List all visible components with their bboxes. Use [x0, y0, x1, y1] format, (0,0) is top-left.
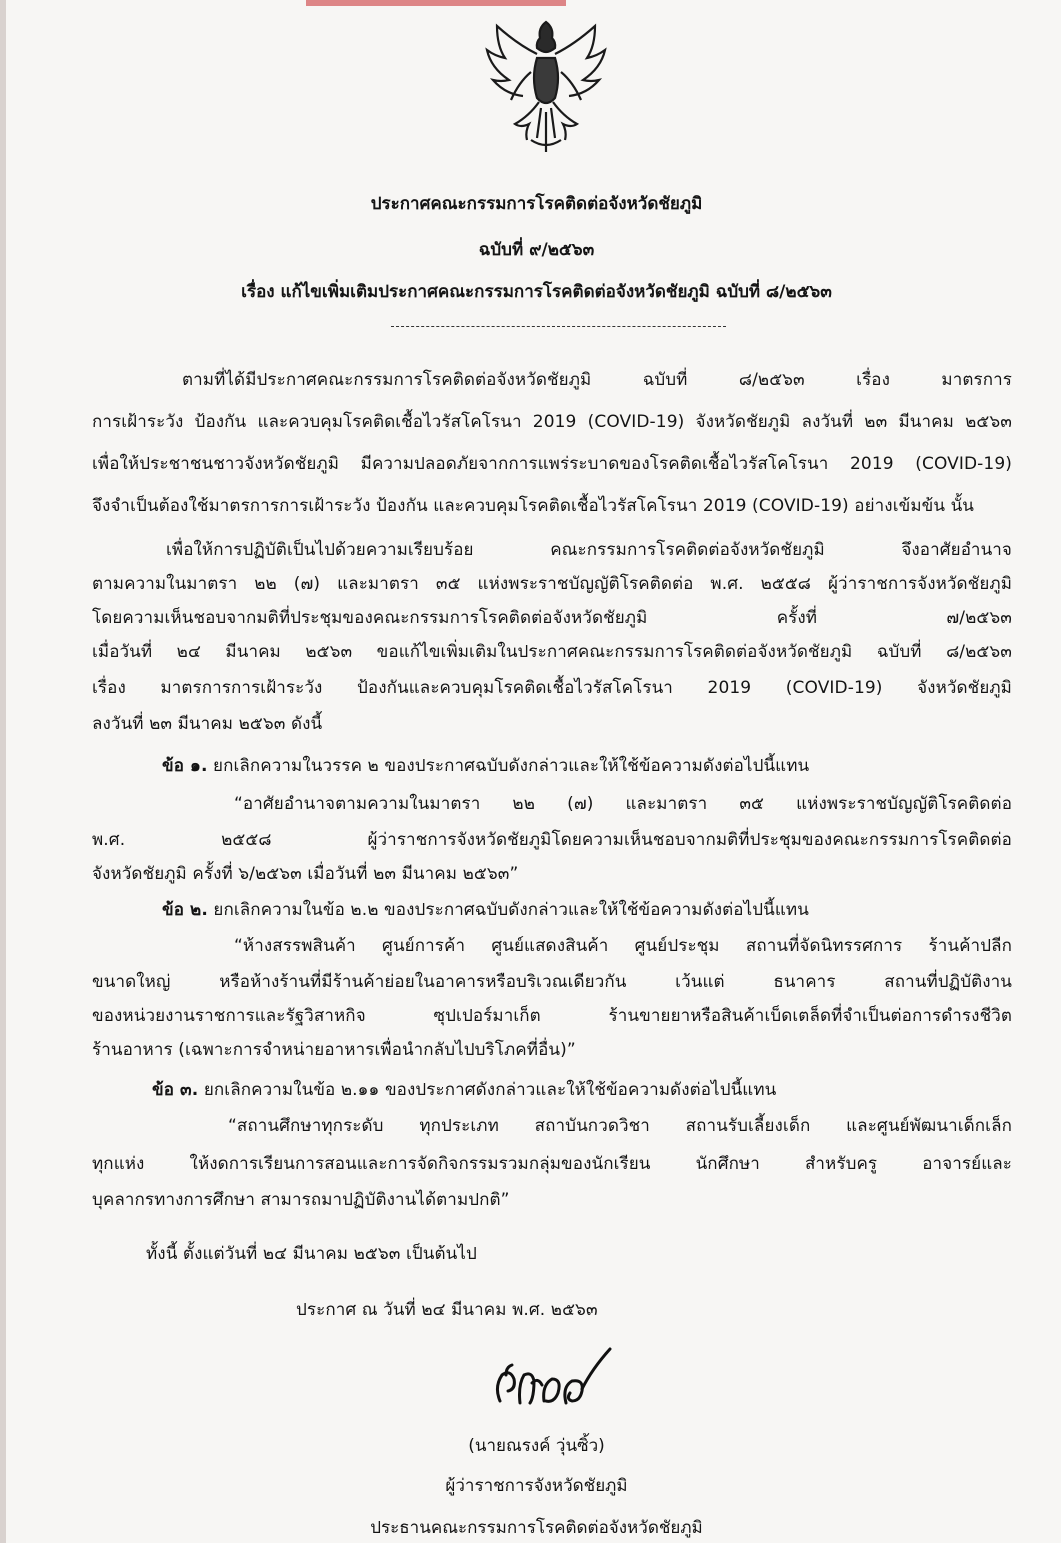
clause-3-heading [152, 1076, 1012, 1103]
paragraph-line: เพื่อให้การปฏิบัติเป็นไปด้วยความเรียบร้อย คณะกรรมการโรคติดต่อจังหวัดชัยภูมิ จึงอาศัยอำนาจ [166, 540, 1012, 560]
clause-3-intro: ยกเลิกความในข้อ ๒.๑๑ ของประกาศดังกล่าวและให้ใช้ข้อความดังต่อไปนี้แทน [198, 1080, 777, 1100]
clause-3-line: “สถานศึกษาทุกระดับ ทุกประเภท สถาบันกวดวิชา สถานรับเลี้ยงเด็ก และศูนย์พัฒนาเด็กเล็ก [228, 1116, 1012, 1136]
garuda-emblem-icon [481, 12, 611, 162]
clause-2-line: ร้านอาหาร (เฉพาะการจำหน่ายอาหารเพื่อนำกลับไปบริโภคที่อื่น)” [92, 1040, 576, 1060]
clause-2-line: ของหน่วยงานราชการและรัฐวิสาหกิจ ซุปเปอร์มาเก็ต ร้านขายยาหรือสินค้าเบ็ดเตล็ดที่จำเป็นต่อการดำรงชีวิต [92, 1006, 1012, 1026]
paragraph-line: ลงวันที่ ๒๓ มีนาคม ๒๕๖๓ ดังนี้ [92, 714, 323, 734]
clause-1-label: ข้อ ๑. [162, 756, 208, 776]
signatory-committee-role: ประธานคณะกรรมการโรคติดต่อจังหวัดชัยภูมิ [370, 1518, 703, 1538]
clause-2-intro: ยกเลิกความในข้อ ๒.๒ ของประกาศฉบับดังกล่าวและให้ใช้ข้อความดังต่อไปนี้แทน [207, 900, 809, 920]
announcement-title: ประกาศคณะกรรมการโรคติดต่อจังหวัดชัยภูมิ [370, 194, 703, 214]
announcement-issue: ฉบับที่ ๙/๒๕๖๓ [478, 240, 595, 260]
clause-2-heading [162, 896, 1012, 923]
clause-1-line: จังหวัดชัยภูมิ ครั้งที่ ๖/๒๕๖๓ เมื่อวันที่ ๒๓ มีนาคม ๒๕๖๓” [92, 864, 519, 884]
clause-3-line: ทุกแห่ง ให้งดการเรียนการสอนและการจัดกิจกรรมรวมกลุ่มของนักเรียน นักศึกษา สำหรับครู อาจารย์และ [92, 1154, 1012, 1174]
announcement-date: ประกาศ ณ วันที่ ๒๔ มีนาคม พ.ศ. ๒๕๖๓ [296, 1300, 598, 1320]
effective-date: ทั้งนี้ ตั้งแต่วันที่ ๒๔ มีนาคม ๒๕๖๓ เป็นต้นไป [146, 1244, 477, 1264]
clause-1-line: “อาศัยอำนาจตามความในมาตรา ๒๒ (๗) และมาตรา ๓๕ แห่งพระราชบัญญัติโรคติดต่อ [234, 794, 1012, 814]
red-ribbon-mark [306, 0, 566, 6]
signatory-name: (นายณรงค์ วุ่นซิ้ว) [468, 1436, 605, 1456]
clause-1-intro: ยกเลิกความในวรรค ๒ ของประกาศฉบับดังกล่าวและให้ใช้ข้อความดังต่อไปนี้แทน [207, 756, 810, 776]
clause-2-line: ขนาดใหญ่ หรือห้างร้านที่มีร้านค้าย่อยในอาคารหรือบริเวณเดียวกัน เว้นแต่ ธนาคาร สถานที่ปฏิบัติงาน [92, 972, 1012, 992]
signatory-position: ผู้ว่าราชการจังหวัดชัยภูมิ [445, 1476, 628, 1496]
paragraph-line: จึงจำเป็นต้องใช้มาตรการการเฝ้าระวัง ป้องกัน และควบคุมโรคติดเชื้อไวรัสโคโรนา 2019 (COVID-19) อย่างเข้มข้น นั้น [92, 496, 975, 516]
clause-1-heading [162, 752, 1012, 779]
paragraph-line: เรื่อง มาตรการการเฝ้าระวัง ป้องกันและควบคุมโรคติดเชื้อไวรัสโคโรนา 2019 (COVID-19) จังหวัดชัยภูมิ [92, 678, 1012, 698]
paragraph-line: โดยความเห็นชอบจากมติที่ประชุมของคณะกรรมการโรคติดต่อจังหวัดชัยภูมิ ครั้งที่ ๗/๒๕๖๓ [92, 608, 1012, 628]
announcement-subject: เรื่อง แก้ไขเพิ่มเติมประกาศคณะกรรมการโรคติดต่อจังหวัดชัยภูมิ ฉบับที่ ๘/๒๕๖๓ [241, 282, 832, 302]
paragraph-line: ตามความในมาตรา ๒๒ (๗) และมาตรา ๓๕ แห่งพระราชบัญญัติโรคติดต่อ พ.ศ. ๒๕๕๘ ผู้ว่าราชการจังหวัดชัยภูมิ [92, 574, 1012, 594]
clause-2-line: “ห้างสรรพสินค้า ศูนย์การค้า ศูนย์แสดงสินค้า ศูนย์ประชุม สถานที่จัดนิทรรศการ ร้านค้าปลีก [234, 936, 1012, 956]
handwritten-signature [486, 1345, 616, 1415]
header-divider [391, 326, 726, 327]
paragraph-line: การเฝ้าระวัง ป้องกัน และควบคุมโรคติดเชื้อไวรัสโคโรนา 2019 (COVID-19) จังหวัดชัยภูมิ ลงวันที่ ๒๓ มีนาคม ๒๕๖๓ [92, 412, 1012, 432]
paragraph-line: ตามที่ได้มีประกาศคณะกรรมการโรคติดต่อจังหวัดชัยภูมิ ฉบับที่ ๘/๒๕๖๓ เรื่อง มาตรการ [182, 370, 1012, 390]
paragraph-line: เมื่อวันที่ ๒๔ มีนาคม ๒๕๖๓ ขอแก้ไขเพิ่มเติมในประกาศคณะกรรมการโรคติดต่อจังหวัดชัยภูมิ ฉบับที่ ๘/๒๕๖๓ [92, 642, 1012, 662]
clause-2-label: ข้อ ๒. [162, 900, 208, 920]
clause-3-label: ข้อ ๓. [152, 1080, 199, 1100]
paragraph-line: เพื่อให้ประชาชนชาวจังหวัดชัยภูมิ มีความปลอดภัยจากการแพร่ระบาดของโรคติดเชื้อไวรัสโคโรนา 2019 (COVID-19) [92, 454, 1012, 474]
clause-3-line: บุคลากรทางการศึกษา สามารถมาปฏิบัติงานได้ตามปกติ” [92, 1190, 510, 1210]
clause-1-line: พ.ศ. ๒๕๕๘ ผู้ว่าราชการจังหวัดชัยภูมิโดยความเห็นชอบจากมติที่ประชุมของคณะกรรมการโรคติดต่อ [92, 830, 1012, 850]
